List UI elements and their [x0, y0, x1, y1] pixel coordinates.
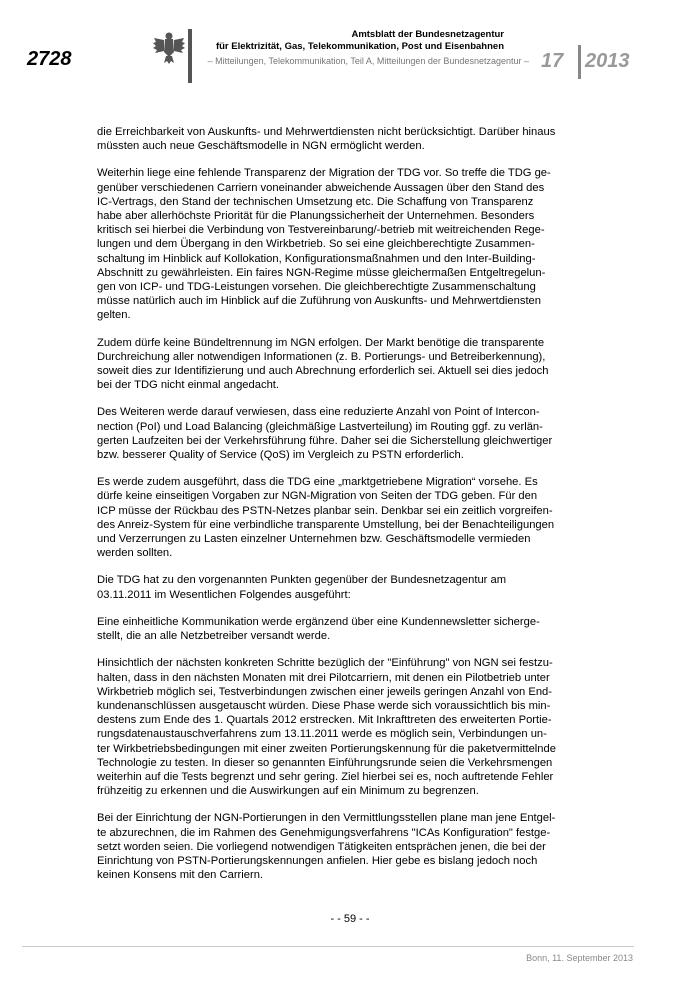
- publication-title-line1: Amtsblatt der Bundesnetzagentur: [351, 29, 504, 40]
- publication-subtitle: – Mitteilungen, Telekommunikation, Teil A, Mitteilungen der Bundesnetzagentur –: [207, 56, 529, 66]
- paragraph: Hinsichtlich der nächsten konkreten Schritte bezüglich der "Einführung" von NGN sei festzu- halten, dass in den nächsten Monaten mit drei Pilotcarriern, mit denen ein Pilotbetrieb unter Wirkbetrieb möglich sei, Testverbindungen zwischen einer jeweils geringen Anzahl von End- kundenanschlüssen ausgetauscht würden. Diese Phase werde sich voraussichtlich bis min- destens zum Ende des 1. Quartals 2012 erstrecken. Mit Inkrafttreten des erweiterten Portie- rungsdatenaustauschverfahrens zum 13.11.2011 werde es möglich sein, Verbindungen un- ter Wirkbetriebsbedingungen mit einer zweiten Portierungskennung für die paketvermittelnde Technologie zu testen. In dieser so genannten Einführungsrunde seien die Verkehrsmengen weiterhin auf die Tests begrenzt und sehr gering. Ziel hierbei sei es, noch auftretende Fehler frühzeitig zu erkennen und die Auswirkungen auf ein Minimum zu begrenzen.: [97, 657, 556, 798]
- paragraph: Bei der Einrichtung der NGN-Portierungen in den Vermittlungsstellen plane man jene Entgel- te abzurechnen, die im Rahmen des Genehmigungsverfahrens "ICAs Konfiguration" festge- setzt worden seien. Die vorliegend notwendigen Tätigkeiten entsprächen jenen, die bei der Einrichtung von PSTN-Portierungskennungen anfielen. Hier gebe es bislang jedoch noch keinen Konsens mit den Carriern.: [97, 812, 556, 882]
- paragraph: Die TDG hat zu den vorgenannten Punkten gegenüber der Bundesnetzagentur am 03.11.2011 im Wesentlichen Folgendes ausgeführt:: [97, 574, 507, 601]
- issue-divider: [578, 45, 581, 79]
- publication-title: [104, 29, 504, 53]
- document-body: [97, 125, 617, 895]
- page-number: 2728: [27, 48, 72, 70]
- footer-date: Bonn, 11. September 2013: [526, 953, 633, 963]
- paragraph: Weiterhin liege eine fehlende Transparenz der Migration der TDG vor. So treffe die TDG ge- genüber verschiedenen Carriern voneinander abweichende Aussagen über den Stand des IC-Vertrags, den Stand der technischen Umsetzung etc. Die Schaffung von Transparenz habe aber allerhöchste Priorität für die Planungssicherheit der Unternehmen. Besonders kritisch sei hierbei die Verbindung von Testvereinbarung/-betrieb mit weitreichenden Rege- lungen und dem Übergang in den Wirkbetrieb. So sei eine gleichberechtigte Zusammen- schaltung im Hinblick auf Kollokation, Konfigurationsmaßnahmen und den Inter-Building- Abschnitt zu gewährleisten. Ein faires NGN-Regime müsse gleichermaßen Entgeltregelun- gen von ICP- und TDG-Leistungen vorsehen. Die gleichberechtigte Zusammenschaltung müsse natürlich auch im Hinblick auf die Zuführung von Auskunfts- und Mehrwertdiensten gelten.: [97, 167, 551, 322]
- footer-divider: [22, 946, 634, 947]
- footer-page-number: - - 59 - -: [330, 913, 370, 925]
- publication-title-line2: für Elektrizität, Gas, Telekommunikation, Post und Eisenbahnen: [215, 41, 504, 52]
- paragraph: Des Weiteren werde darauf verwiesen, dass eine reduzierte Anzahl von Point of Intercon- nection (PoI) und Load Balancing (gleichmäßige Lastverteilung) im Routing ggf. zu verlän- gerten Laufzeiten bei der Verkehrsführung führe. Daher sei die Sicherstellung gleichwertiger bzw. besserer Quality of Service (QoS) im Vergleich zu PSTN erforderlich.: [97, 406, 553, 462]
- paragraph: Zudem dürfe keine Bündeltrennung im NGN erfolgen. Der Markt benötige die transparente Durchreichung aller notwendigen Informationen (z. B. Portierungs- und Betreiberkennung), soweit dies zur Identifizierung und auch Abrechnung erforderlich sei. Aktuell sei dies jedoch bei der TDG nicht einmal angedacht.: [97, 336, 549, 392]
- paragraph: Es werde zudem ausgeführt, dass die TDG eine „marktgetriebene Migration“ vorsehe. Es dürfe keine einseitigen Vorgaben zur NGN-Migration von Seiten der TDG geben. Für den ICP müsse der Rückbau des PSTN-Netzes planbar sein. Denkbar sei ein zeitlich vorgreifen- des Anreiz-System für eine verbindliche transparente Umstellung, bei der Benachteiligungen und Verzerrungen zu Lasten einzelner Unternehmen bzw. Geschäftsmodelle vermieden werden sollten.: [97, 476, 555, 560]
- paragraph: Eine einheitliche Kommunikation werde ergänzend über eine Kundennewsletter sicherge- stellt, die an alle Netzbetreiber versandt werde.: [97, 615, 540, 643]
- issue-year: 2013: [585, 50, 630, 72]
- issue-number: 17: [541, 50, 564, 72]
- paragraph: die Erreichbarkeit von Auskunfts- und Mehrwertdiensten nicht berücksichtigt. Darüber hinaus müssten auch neue Geschäftsmodelle in NGN ermöglicht werden.: [97, 126, 556, 153]
